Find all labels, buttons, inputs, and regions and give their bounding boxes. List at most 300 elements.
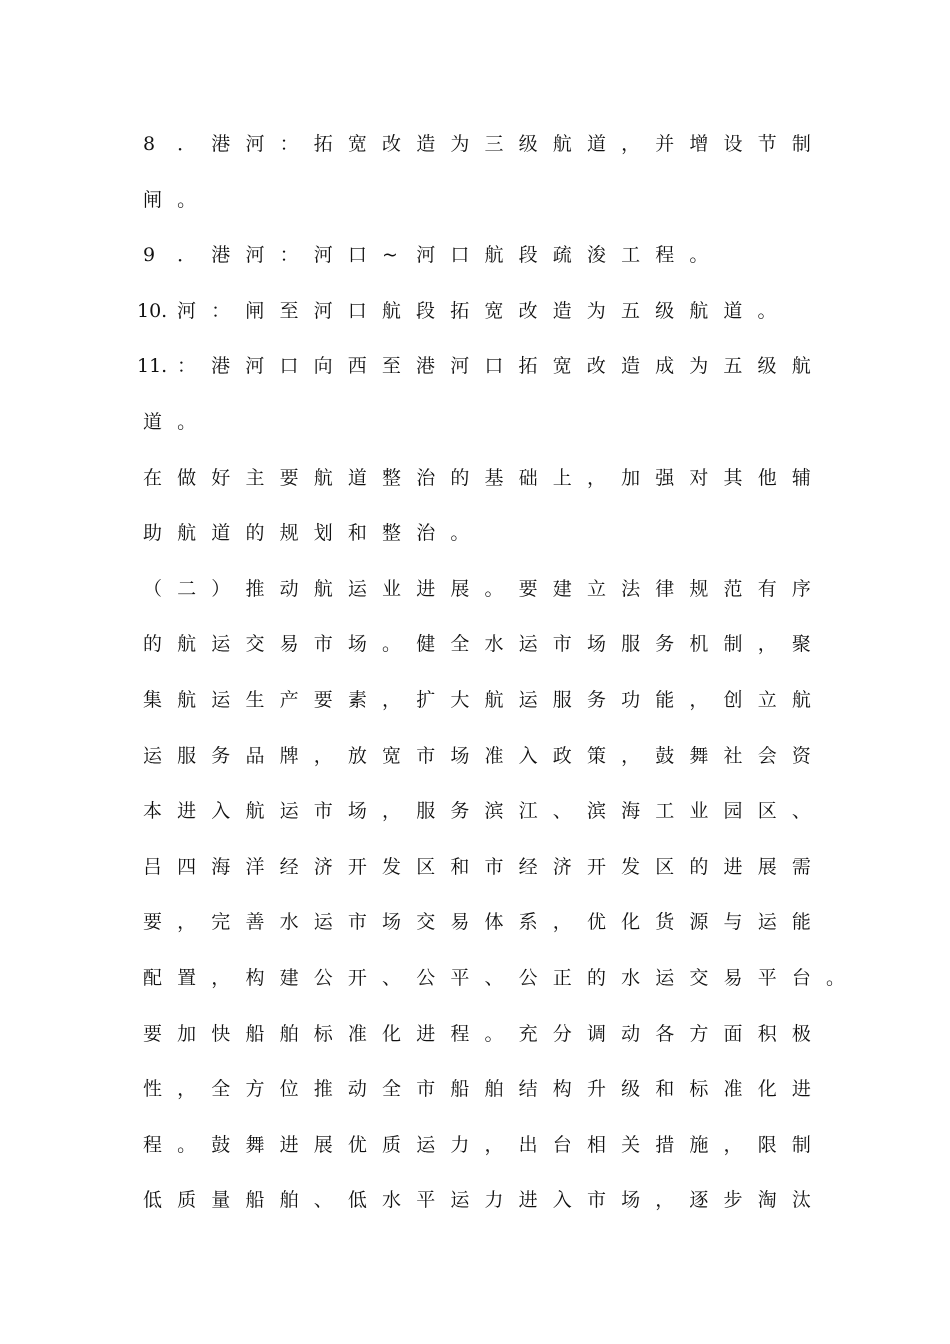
glyph: 制 [723, 633, 743, 656]
glyph: 准 [484, 744, 504, 767]
glyph: 鼓 [655, 744, 675, 767]
glyph: 运 [416, 1133, 436, 1156]
glyph: 健 [416, 633, 436, 656]
glyph: 平 [416, 1189, 436, 1212]
glyph: 全 [382, 1078, 402, 1101]
glyph: 助 [143, 522, 163, 545]
glyph: 强 [655, 466, 675, 489]
glyph: 造 [416, 133, 436, 155]
glyph: 水 [484, 633, 504, 656]
glyph: 航 [177, 522, 197, 545]
text-line [0, 180, 950, 220]
glyph: 的 [245, 522, 265, 545]
glyph: 动 [279, 577, 299, 600]
glyph: 舞 [245, 1133, 265, 1156]
glyph: 、 [484, 967, 504, 989]
glyph: 方 [689, 1022, 709, 1045]
glyph: 市 [313, 633, 333, 656]
glyph: 航 [177, 689, 197, 711]
glyph: 市 [313, 800, 333, 823]
glyph: 入 [552, 1189, 572, 1212]
glyph: 进 [518, 1189, 538, 1212]
glyph: 为 [586, 299, 606, 322]
glyph: 为 [689, 355, 709, 378]
glyph: 他 [757, 466, 777, 489]
glyph: 吕 [143, 855, 163, 878]
text-line [0, 624, 950, 664]
glyph: 牌 [279, 744, 299, 767]
glyph: 市 [552, 633, 572, 656]
glyph: 成 [655, 355, 675, 378]
glyph: 经 [279, 855, 299, 878]
glyph: 市 [347, 911, 367, 934]
glyph: 航 [177, 633, 197, 656]
glyph: 舞 [689, 744, 709, 767]
glyph: 需 [791, 855, 811, 878]
glyph: 源 [689, 911, 709, 934]
glyph: 济 [313, 855, 333, 878]
glyph: 立 [757, 689, 777, 711]
glyph: 政 [552, 744, 572, 767]
glyph: 相 [586, 1133, 606, 1156]
glyph: 程 [655, 244, 675, 267]
glyph: 积 [757, 1022, 777, 1045]
glyph: ） [211, 577, 231, 600]
glyph: 运 [655, 967, 675, 989]
glyph: 航 [484, 244, 504, 267]
glyph: 性 [143, 1078, 163, 1101]
glyph: 展 [313, 1133, 333, 1156]
glyph: 能 [791, 911, 811, 934]
glyph: 开 [586, 855, 606, 878]
glyph: 至 [381, 355, 401, 378]
glyph: 拓 [313, 133, 333, 155]
glyph: 台 [552, 1133, 572, 1156]
line-number: 11. [137, 355, 168, 378]
glyph: 逐 [689, 1189, 709, 1212]
text-line [0, 1014, 950, 1054]
text-line [0, 1180, 950, 1220]
glyph: 务 [211, 744, 231, 767]
glyph: 全 [211, 1078, 231, 1101]
glyph: 配 [143, 967, 163, 989]
glyph: 。 [826, 967, 846, 989]
glyph: 运 [279, 800, 299, 823]
glyph: 航 [313, 466, 333, 489]
glyph: 出 [518, 1133, 538, 1156]
glyph: 道 [347, 466, 367, 489]
glyph: 业 [382, 577, 402, 600]
glyph: 海 [211, 855, 231, 878]
glyph: 道 [211, 522, 231, 545]
glyph: 标 [313, 1022, 333, 1045]
glyph: 段 [416, 299, 436, 322]
glyph: 易 [450, 911, 470, 934]
glyph: ~ [382, 244, 398, 267]
glyph: 级 [621, 1078, 641, 1101]
glyph: ． [177, 244, 197, 267]
glyph: 海 [621, 800, 641, 823]
glyph: 化 [757, 1078, 777, 1101]
glyph: 务 [655, 633, 675, 656]
text-line [0, 958, 950, 998]
glyph: （ [143, 577, 163, 600]
glyph: 对 [689, 466, 709, 489]
glyph: 量 [211, 1189, 231, 1212]
glyph: 能 [655, 689, 675, 711]
glyph: 动 [347, 1078, 367, 1101]
glyph: 河 [450, 355, 470, 378]
glyph: 级 [757, 355, 777, 378]
glyph: 与 [723, 911, 743, 934]
glyph: ， [621, 133, 641, 155]
glyph: 要 [313, 689, 333, 711]
glyph: 策 [586, 744, 606, 767]
glyph: 力 [484, 1189, 504, 1212]
glyph: 辅 [791, 466, 811, 489]
glyph: 完 [211, 911, 231, 934]
glyph: 发 [382, 855, 402, 878]
glyph: ， [689, 689, 709, 711]
glyph: 质 [177, 1189, 197, 1212]
glyph: 平 [757, 967, 777, 989]
glyph: ． [177, 133, 197, 155]
text-line [0, 680, 950, 720]
glyph: 、 [791, 800, 811, 823]
glyph: 拓 [450, 299, 470, 322]
glyph: 进 [177, 800, 197, 823]
glyph: 8 [143, 133, 156, 155]
glyph: 其 [723, 466, 743, 489]
glyph: 并 [655, 133, 675, 155]
glyph: 构 [245, 967, 265, 989]
glyph: 放 [347, 744, 367, 767]
glyph: ： [279, 244, 299, 267]
glyph: ： [211, 299, 231, 322]
glyph: 。 [450, 522, 470, 545]
glyph: 场 [586, 633, 606, 656]
glyph: 港 [416, 355, 436, 378]
glyph: 增 [689, 133, 709, 155]
glyph: 服 [177, 744, 197, 767]
glyph: 市 [484, 855, 504, 878]
text-line [0, 291, 950, 331]
glyph: 级 [518, 133, 538, 155]
glyph: 舶 [279, 1022, 299, 1045]
glyph: 法 [621, 577, 641, 600]
glyph: 级 [655, 299, 675, 322]
glyph: 市 [416, 744, 436, 767]
glyph: 进 [279, 1133, 299, 1156]
glyph: 易 [279, 633, 299, 656]
glyph: 低 [143, 1189, 163, 1212]
glyph: 整 [382, 466, 402, 489]
glyph: 滨 [586, 800, 606, 823]
glyph: 河 [245, 244, 265, 267]
glyph: ， [177, 911, 197, 934]
glyph: 。 [484, 1022, 504, 1045]
glyph: 公 [518, 967, 538, 989]
glyph: 要 [143, 1022, 163, 1045]
glyph: 改 [382, 133, 402, 155]
glyph: 、 [382, 967, 402, 989]
glyph: 全 [450, 633, 470, 656]
glyph: 发 [621, 855, 641, 878]
glyph: ， [211, 967, 231, 989]
glyph: 服 [416, 800, 436, 823]
glyph: 入 [518, 744, 538, 767]
glyph: 建 [552, 577, 572, 600]
glyph: 治 [416, 466, 436, 489]
glyph: 运 [347, 577, 367, 600]
glyph: 进 [791, 1078, 811, 1101]
glyph: 河 [245, 355, 265, 378]
glyph: 要 [279, 466, 299, 489]
glyph: 加 [621, 466, 641, 489]
text-line [0, 402, 950, 442]
glyph: ： [177, 355, 197, 378]
glyph: 宽 [347, 133, 367, 155]
glyph: 服 [552, 689, 572, 711]
glyph: 素 [347, 689, 367, 711]
glyph: 限 [757, 1133, 777, 1156]
glyph: 施 [689, 1133, 709, 1156]
glyph: 疏 [552, 244, 572, 267]
glyph: 的 [450, 466, 470, 489]
glyph: 场 [621, 1189, 641, 1212]
glyph: 。 [177, 1133, 197, 1156]
glyph: 运 [757, 911, 777, 934]
glyph: 航 [381, 299, 401, 322]
glyph: 整 [382, 522, 402, 545]
glyph: 港 [211, 355, 231, 378]
glyph: 升 [586, 1078, 606, 1101]
glyph: 化 [382, 1022, 402, 1045]
glyph: 运 [313, 911, 333, 934]
glyph: 交 [689, 967, 709, 989]
glyph: 方 [245, 1078, 265, 1101]
glyph: 展 [450, 577, 470, 600]
glyph: 业 [689, 800, 709, 823]
glyph: 航 [245, 800, 265, 823]
glyph: ， [586, 466, 606, 489]
glyph: 措 [655, 1133, 675, 1156]
glyph: 工 [621, 244, 641, 267]
glyph: 港 [211, 244, 231, 267]
text-line [0, 847, 950, 887]
glyph: 和 [347, 522, 367, 545]
glyph: 构 [552, 1078, 572, 1101]
glyph: 航 [313, 577, 333, 600]
glyph: 体 [484, 911, 504, 934]
glyph: 集 [143, 689, 163, 711]
glyph: 宽 [552, 355, 572, 378]
glyph: 制 [791, 1133, 811, 1156]
glyph: 极 [791, 1022, 811, 1045]
glyph: 优 [347, 1133, 367, 1156]
glyph: 闸 [143, 188, 163, 211]
text-line [0, 124, 950, 164]
glyph: 程 [143, 1133, 163, 1156]
glyph: 工 [655, 800, 675, 823]
text-line [0, 235, 950, 275]
glyph: 二 [177, 577, 197, 600]
glyph: 台 [791, 967, 811, 989]
text-line [0, 902, 950, 942]
text-line [0, 569, 950, 609]
glyph: 至 [279, 299, 299, 322]
text-line [0, 791, 950, 831]
glyph: 浚 [586, 244, 606, 267]
glyph: 运 [450, 1189, 470, 1212]
glyph: 序 [791, 577, 811, 600]
glyph: 口 [484, 355, 504, 378]
glyph: 善 [245, 911, 265, 934]
text-line [0, 513, 950, 553]
glyph: 货 [655, 911, 675, 934]
glyph: 场 [382, 911, 402, 934]
glyph: 航 [791, 689, 811, 711]
glyph: 道 [143, 411, 163, 433]
glyph: 范 [723, 577, 743, 600]
glyph: 做 [177, 466, 197, 489]
glyph: 、 [313, 1189, 333, 1212]
glyph: 进 [416, 577, 436, 600]
glyph: 经 [518, 855, 538, 878]
text-line [0, 736, 950, 776]
glyph: 宽 [382, 744, 402, 767]
glyph: 闸 [245, 299, 265, 322]
glyph: 改 [586, 355, 606, 378]
glyph: 船 [245, 1189, 265, 1212]
glyph: 生 [245, 689, 265, 711]
line-number: 10. [137, 299, 168, 322]
glyph: 推 [245, 577, 265, 600]
glyph: 务 [586, 689, 606, 711]
glyph: 的 [689, 855, 709, 878]
glyph: 进 [723, 855, 743, 878]
glyph: 在 [143, 466, 163, 489]
glyph: ， [382, 800, 402, 823]
glyph: 机 [689, 633, 709, 656]
glyph: 济 [552, 855, 572, 878]
glyph: 汰 [791, 1189, 811, 1212]
glyph: 。 [757, 299, 777, 322]
glyph: 易 [723, 967, 743, 989]
glyph: 口 [279, 355, 299, 378]
glyph: 聚 [791, 633, 811, 656]
glyph: 系 [518, 911, 538, 934]
text-line [0, 1069, 950, 1109]
glyph: 。 [177, 188, 197, 211]
glyph: 基 [484, 466, 504, 489]
glyph: 舶 [484, 1078, 504, 1101]
glyph: 运 [518, 633, 538, 656]
glyph: 区 [757, 800, 777, 823]
glyph: 准 [347, 1022, 367, 1045]
glyph: 三 [484, 133, 504, 155]
glyph: 大 [450, 689, 470, 711]
glyph: 扩 [416, 689, 436, 711]
glyph: 有 [757, 577, 777, 600]
glyph: 舶 [279, 1189, 299, 1212]
glyph: 、 [552, 800, 572, 823]
glyph: 展 [757, 855, 777, 878]
glyph: 加 [177, 1022, 197, 1045]
glyph: ， [382, 689, 402, 711]
glyph: 航 [689, 299, 709, 322]
glyph: 面 [723, 1022, 743, 1045]
glyph: 要 [143, 911, 163, 934]
glyph: 。 [382, 633, 402, 656]
glyph: 治 [416, 522, 436, 545]
glyph: 产 [279, 689, 299, 711]
glyph: 优 [586, 911, 606, 934]
glyph: 五 [620, 299, 640, 322]
glyph: 。 [689, 244, 709, 267]
glyph: 的 [586, 967, 606, 989]
glyph: 河 [313, 244, 333, 267]
glyph: 航 [552, 133, 572, 155]
glyph: 运 [211, 689, 231, 711]
glyph: 市 [416, 1078, 436, 1101]
glyph: 务 [450, 800, 470, 823]
glyph: 程 [450, 1022, 470, 1045]
glyph: 口 [347, 244, 367, 267]
glyph: 淘 [757, 1189, 777, 1212]
glyph: ， [552, 911, 572, 934]
glyph: 宽 [484, 299, 504, 322]
glyph: 运 [211, 633, 231, 656]
glyph: 水 [382, 1189, 402, 1212]
glyph: 设 [723, 133, 743, 155]
glyph: ， [723, 1133, 743, 1156]
glyph: ， [655, 1189, 675, 1212]
glyph: 江 [518, 800, 538, 823]
glyph: 规 [689, 577, 709, 600]
glyph: ： [279, 133, 299, 155]
glyph: 本 [143, 800, 163, 823]
glyph: 洋 [245, 855, 265, 878]
glyph: 入 [211, 800, 231, 823]
glyph: 区 [655, 855, 675, 878]
glyph: 立 [586, 577, 606, 600]
glyph: 改 [518, 299, 538, 322]
glyph: 口 [450, 244, 470, 267]
glyph: 航 [484, 689, 504, 711]
glyph: 分 [552, 1022, 572, 1045]
glyph: 质 [382, 1133, 402, 1156]
glyph: 开 [347, 967, 367, 989]
glyph: ， [484, 1133, 504, 1156]
glyph: ， [757, 633, 777, 656]
glyph: 位 [279, 1078, 299, 1101]
glyph: 水 [279, 911, 299, 934]
glyph: 道 [586, 133, 606, 155]
glyph: 律 [655, 577, 675, 600]
glyph: 航 [791, 355, 811, 378]
glyph: 船 [245, 1022, 265, 1045]
glyph: 交 [245, 633, 265, 656]
glyph: 上 [552, 466, 572, 489]
text-line [0, 458, 950, 498]
glyph: 场 [450, 744, 470, 767]
glyph: 服 [621, 633, 641, 656]
glyph: 建 [279, 967, 299, 989]
glyph: 础 [518, 466, 538, 489]
glyph: 各 [655, 1022, 675, 1045]
glyph: 港 [211, 133, 231, 155]
